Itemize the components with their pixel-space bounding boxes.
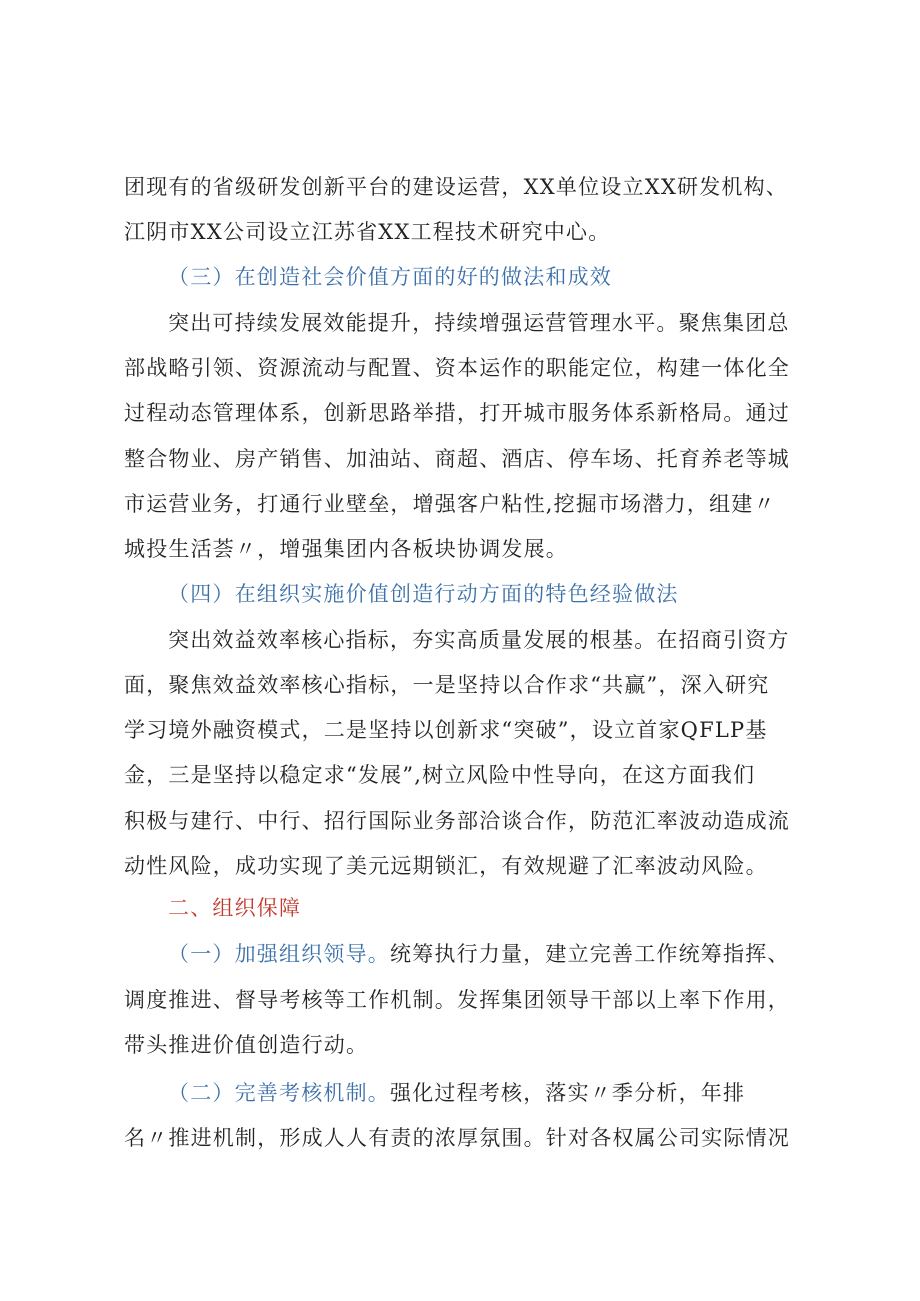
paragraph-line: 名〃推进机制，形成人人有责的浓厚氛围。针对各权属公司实际情况 [124, 1126, 790, 1150]
paragraph-line: 带头推进价值创造行动。 [124, 1033, 369, 1057]
paragraph-line: 过程动态管理体系，创新思路举措，打开城市服务体系新格局。通过 [124, 401, 790, 425]
paragraph-text: 统筹执行力量，建立完善工作统筹指挥、 [390, 942, 790, 966]
paragraph-line: 部战略引领、资源流动与配置、资本运作的职能定位，构建一体化全 [124, 356, 790, 380]
paragraph-line: 整合物业、房产销售、加油站、商超、酒店、停车场、托育养老等城 [124, 447, 790, 471]
paragraph-line: 城投生活荟〃，增强集团内各板块协调发展。 [124, 537, 568, 561]
paragraph-line: 江阴市XX公司设立江苏省XX工程技术研究中心。 [124, 220, 611, 244]
section-heading-4: （四）在组织实施价值创造行动方面的特色经验做法 [168, 582, 679, 606]
paragraph-line [168, 939, 790, 969]
subheading-inline: （一）加强组织领导。 [168, 942, 390, 966]
paragraph-line: 学习境外融资模式，二是坚持以创新求“突破”，设立首家QFLP基 [124, 718, 768, 742]
paragraph-line: 团现有的省级研发创新平台的建设运营，XX单位设立XX研发机构、 [124, 175, 788, 199]
paragraph-line: 动性风险，成功实现了美元远期锁汇，有效规避了汇率波动风险。 [124, 854, 768, 878]
section-heading-3: （三）在创造社会价值方面的好的做法和成效 [168, 265, 612, 289]
paragraph-line: 金，三是坚持以稳定求“发展”,树立风险中性导向，在这方面我们 [124, 763, 756, 787]
paragraph-line: 突出效益效率核心指标，夯实高质量发展的根基。在招商引资方 [168, 628, 790, 652]
paragraph-line: 市运营业务，打通行业壁垒，增强客户粘性,挖掘市场潜力，组建〃 [124, 492, 776, 516]
paragraph-line: 面，聚焦效益效率核心指标，一是坚持以合作求“共赢”，深入研究 [124, 673, 770, 697]
paragraph-text: 强化过程考核，落实〃季分析，年排 [390, 1081, 746, 1105]
paragraph-line: 突出可持续发展效能提升，持续增强运营管理水平。聚焦集团总 [168, 311, 790, 335]
paragraph-line: 积极与建行、中行、招行国际业务部洽谈合作，防范汇率波动造成流 [124, 809, 790, 833]
paragraph-line: 调度推进、督导考核等工作机制。发挥集团领导干部以上率下作用， [124, 988, 790, 1012]
paragraph-line [168, 1078, 745, 1108]
chapter-heading: 二、组织保障 [168, 896, 302, 920]
subheading-inline: （二）完善考核机制。 [168, 1081, 390, 1105]
